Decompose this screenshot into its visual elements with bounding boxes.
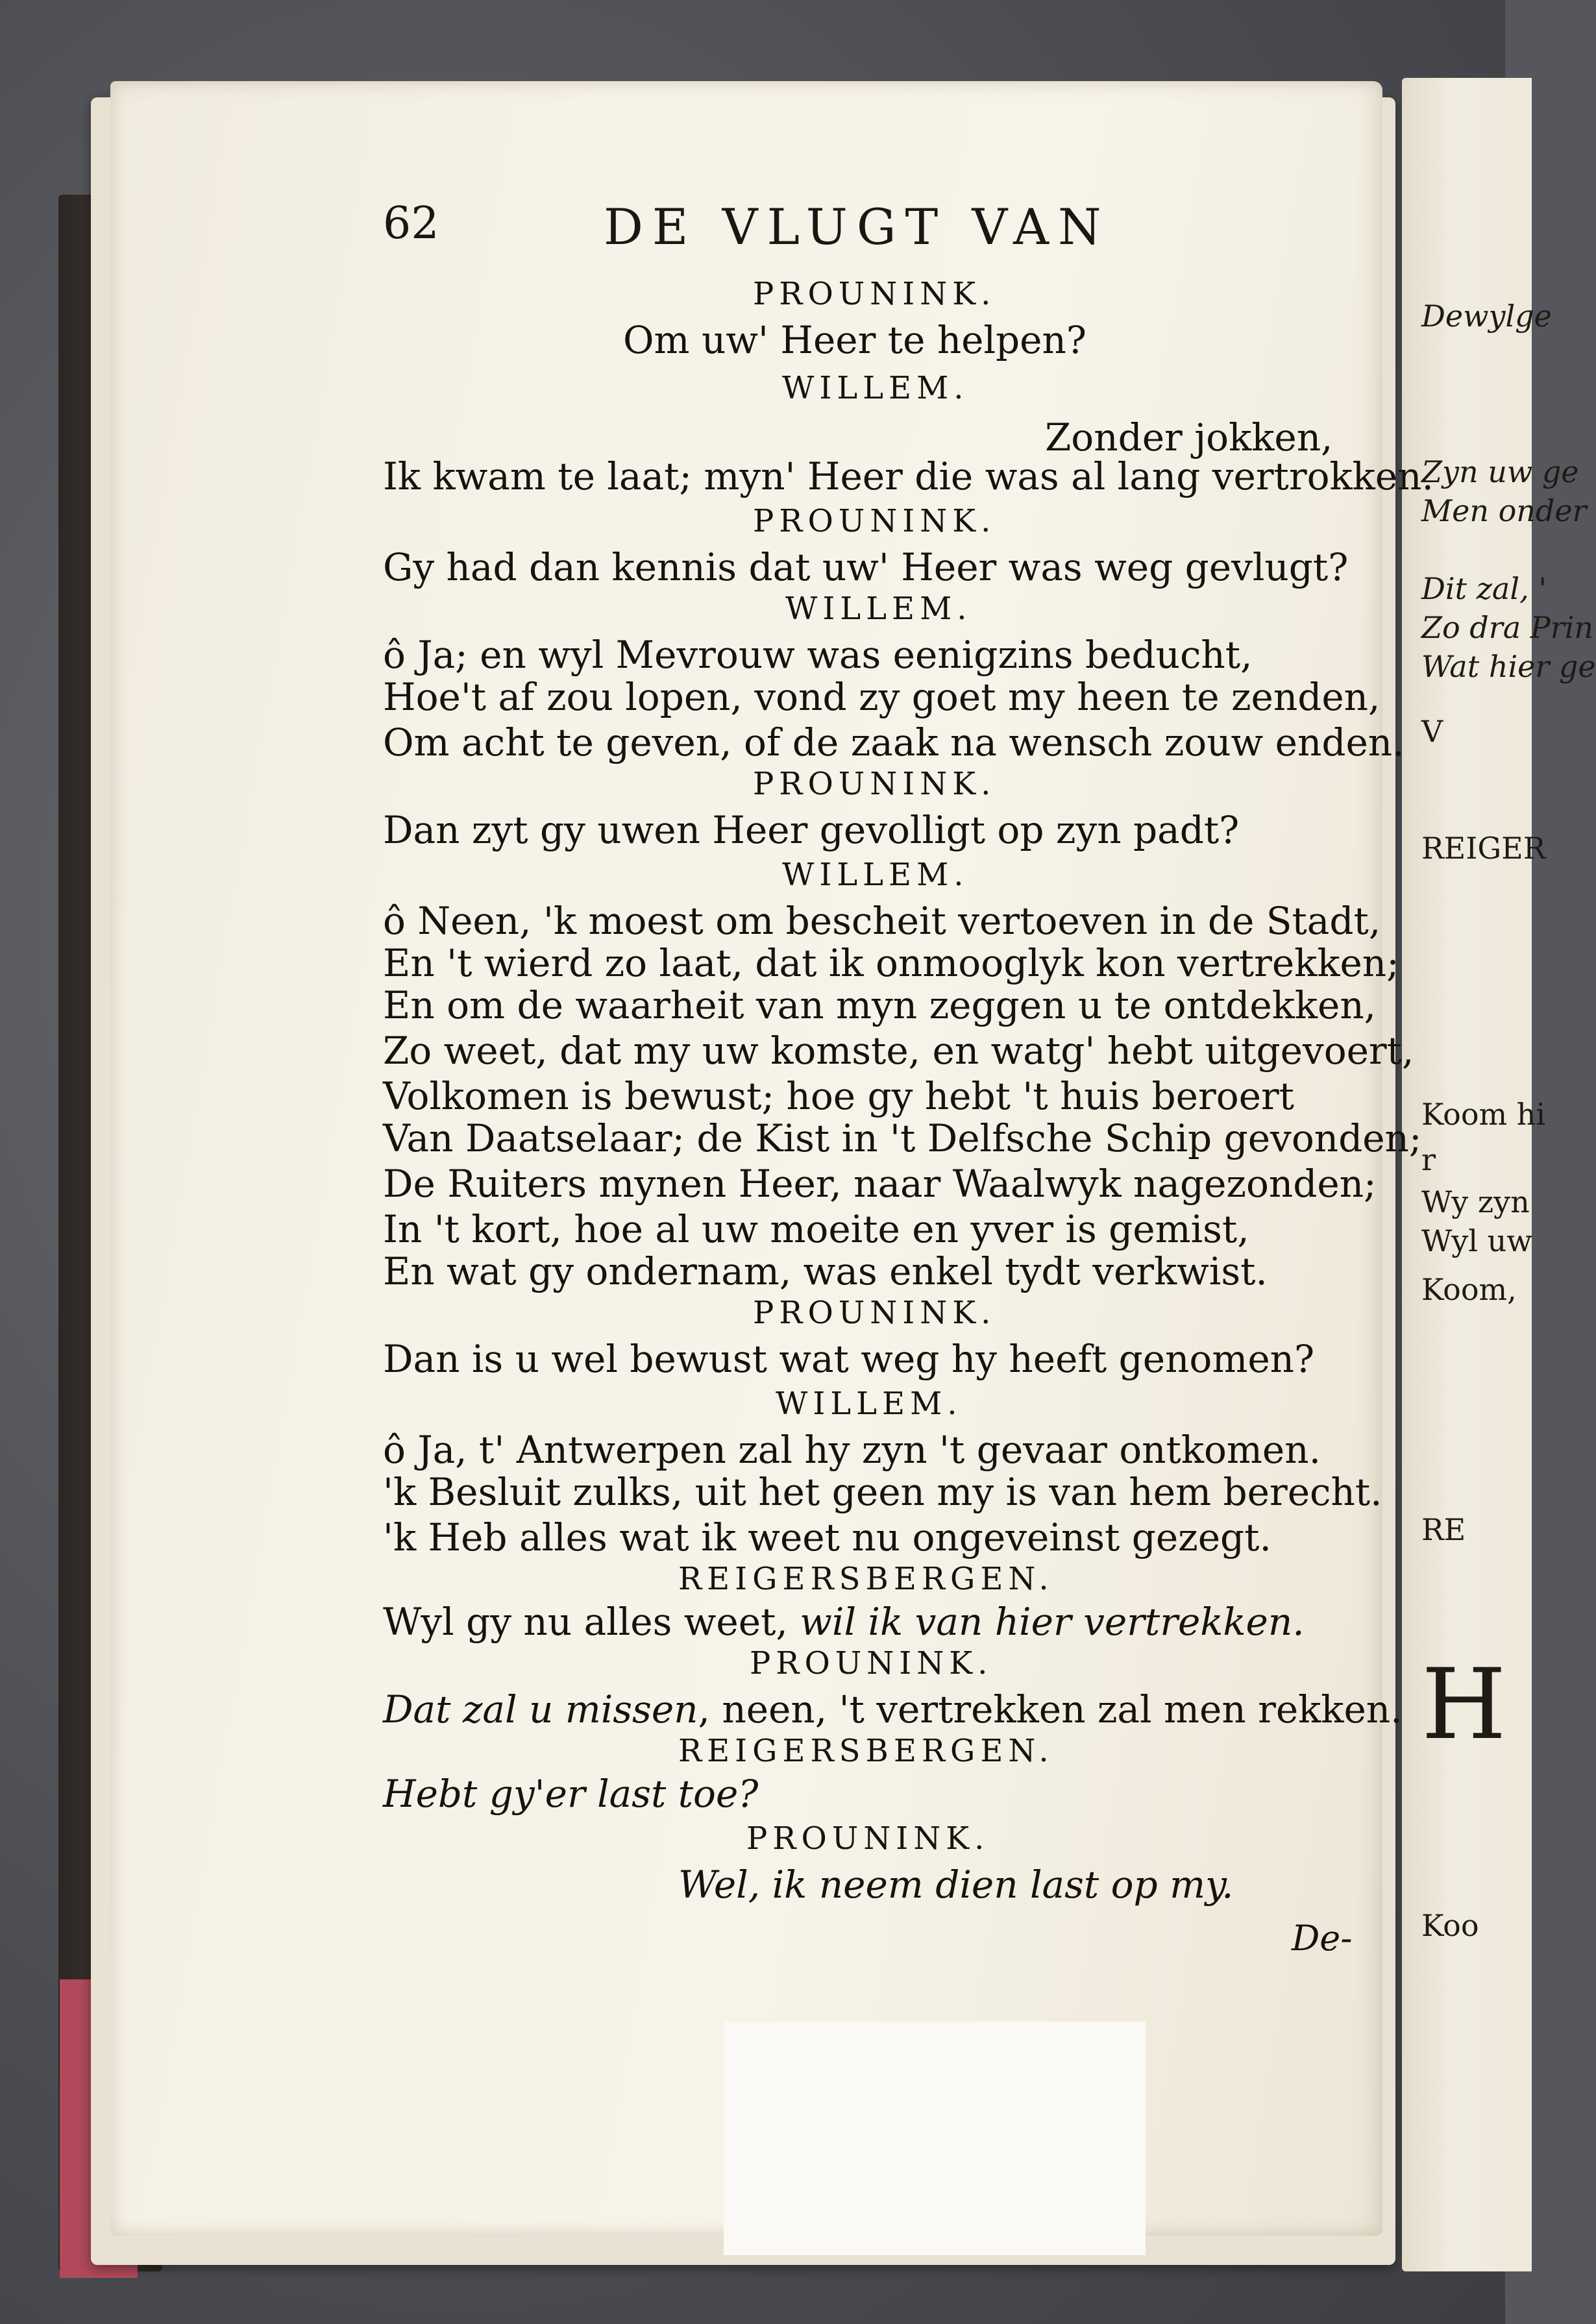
- verse-line: In 't kort, hoe al uw moeite en yver is gemist,: [383, 1207, 1249, 1251]
- facing-page-text: Dewylge: [1421, 299, 1552, 334]
- verse-line: En 't wierd zo laat, dat ik onmooglyk kon vertrekken;: [383, 941, 1399, 985]
- verse-italic-part: Dat zal u missen: [383, 1687, 698, 1731]
- speaker-name: PROUNINK.: [746, 1820, 990, 1857]
- verse-line: 'k Heb alles wat ik weet nu ongeveinst gezegt.: [383, 1515, 1271, 1560]
- page-number: 62: [383, 198, 439, 249]
- verse-line: Gy had dan kennis dat uw' Heer was weg gevlugt?: [383, 545, 1349, 589]
- verse-line: Zonder jokken,: [1045, 415, 1333, 459]
- verse-line: Dat zal u missen, neen, 't vertrekken zal men rekken.: [383, 1687, 1403, 1731]
- facing-page-fragment: [1402, 78, 1596, 2271]
- verse-line: Dan is u wel bewust wat weg hy heeft genomen?: [383, 1337, 1315, 1381]
- speaker-name: WILLEM.: [782, 370, 969, 406]
- verse-line: Hoe't af zou lopen, vond zy goet my heen te zenden,: [383, 675, 1381, 719]
- verse-line: ô Ja, t' Antwerpen zal hy zyn 't gevaar ontkomen.: [383, 1428, 1321, 1472]
- facing-page-text: Wyl uw: [1421, 1223, 1532, 1258]
- verse-line: De Ruiters mynen Heer, naar Waalwyk nagezonden;: [383, 1162, 1377, 1206]
- facing-page-text: Koo: [1421, 1908, 1479, 1943]
- verse-line: Hebt gy'er last toe?: [383, 1772, 759, 1816]
- verse-line: Volkomen is bewust; hoe gy hebt 't huis beroert: [383, 1074, 1294, 1118]
- verse-line: 'k Besluit zulks, uit het geen my is van hem berecht.: [383, 1470, 1382, 1514]
- verse-line: Van Daatselaar; de Kist in 't Delfsche Schip gevonden;: [383, 1116, 1422, 1160]
- speaker-name: REIGERSBERGEN.: [678, 1733, 1054, 1769]
- verse-line: Wyl gy nu alles weet, wil ik van hier vertrekken.: [383, 1600, 1305, 1644]
- speaker-name: PROUNINK.: [753, 503, 996, 539]
- verse-line: ô Neen, 'k moest om bescheit vertoeven in de Stadt,: [383, 899, 1381, 943]
- facing-page-text: V: [1421, 714, 1443, 749]
- verse-line: Wel, ik neem dien last op my.: [678, 1863, 1234, 1907]
- speaker-name: REIGERSBERGEN.: [678, 1561, 1054, 1597]
- facing-page-text: r: [1421, 1142, 1436, 1177]
- verse-line: En wat gy ondernam, was enkel tydt verkwist.: [383, 1249, 1268, 1293]
- speaker-name: WILLEM.: [782, 857, 969, 893]
- verse-line: Dan zyt gy uwen Heer gevolligt op zyn padt?: [383, 808, 1240, 852]
- facing-page-text: H: [1421, 1648, 1506, 1761]
- speaker-name: PROUNINK.: [753, 276, 996, 312]
- library-label: [724, 2022, 1146, 2255]
- facing-page-text: RE: [1421, 1512, 1466, 1547]
- speaker-name: WILLEM.: [785, 591, 972, 627]
- verse-line: Ik kwam te laat; myn' Heer die was al lang vertrokken.: [383, 454, 1434, 498]
- facing-page-text: REIGER: [1421, 831, 1546, 866]
- facing-page-text: Men onder: [1421, 493, 1587, 528]
- speaker-name: PROUNINK.: [753, 766, 996, 802]
- running-title: DE VLUGT VAN: [604, 198, 1111, 256]
- catchword: De-: [1292, 1918, 1353, 1959]
- verse-line: Om uw' Heer te helpen?: [623, 318, 1087, 362]
- facing-page-text: Dit zal, ': [1421, 571, 1547, 606]
- verse-line: Zo weet, dat my uw komste, en watg' hebt uitgevoert,: [383, 1029, 1414, 1073]
- facing-page-text: Koom hi: [1421, 1097, 1546, 1132]
- speaker-name: PROUNINK.: [750, 1645, 993, 1682]
- facing-page-text: Wat hier ge: [1421, 649, 1596, 684]
- verse-line: Om acht te geven, of de zaak na wensch zouw enden.: [383, 720, 1405, 764]
- verse-line: En om de waarheit van myn zeggen u te ontdekken,: [383, 983, 1377, 1027]
- verse-line: ô Ja; en wyl Mevrouw was eenigzins beducht,: [383, 633, 1253, 677]
- speaker-name: WILLEM.: [776, 1386, 963, 1422]
- facing-page-text: Wy zyn: [1421, 1184, 1530, 1219]
- verse-italic-part: wil ik van hier vertrekken.: [800, 1600, 1305, 1644]
- facing-page-text: Koom,: [1421, 1272, 1517, 1307]
- running-header: [383, 198, 1162, 269]
- facing-page-text: Zyn uw ge: [1421, 454, 1579, 489]
- speaker-name: PROUNINK.: [753, 1295, 996, 1331]
- facing-page-text: Zo dra Prin: [1421, 610, 1594, 645]
